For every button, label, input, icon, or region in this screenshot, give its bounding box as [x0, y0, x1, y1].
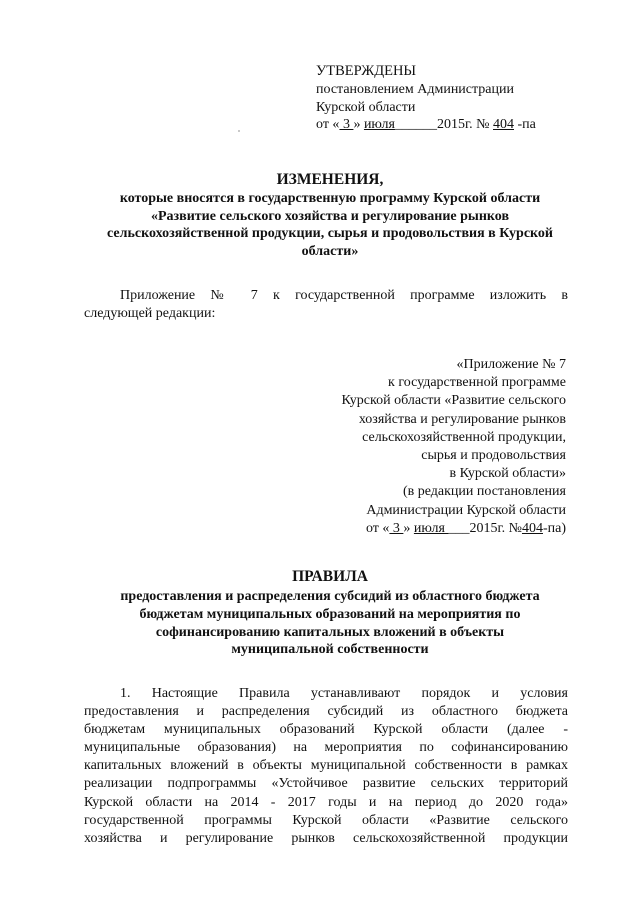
- approval-date-prefix: от «: [316, 117, 340, 133]
- paragraph-row: капитальных вложений в объекты муниципальной собственности в рамках: [84, 758, 568, 774]
- paragraph-row: 1. Настоящие Правила устанавливают порядок и условия: [120, 686, 568, 701]
- approval-number-suffix: -па: [514, 117, 536, 133]
- appendix-date-line: [260, 520, 566, 538]
- changes-subtitle: [80, 190, 580, 260]
- rules-paragraph-1: [84, 685, 568, 848]
- appendix-date-suffix: ___2015г. №: [448, 520, 522, 536]
- approval-day: 3: [339, 117, 354, 133]
- appendix-line: в Курской области»: [449, 466, 566, 482]
- appendix-line: сырья и продовольствия: [421, 448, 566, 464]
- appendix-line: (в редакции постановления: [402, 484, 566, 500]
- paragraph-row: государственной программы Курской области «Развитие сельского: [84, 812, 568, 828]
- approval-date-line: [316, 116, 616, 134]
- approval-number: 404: [493, 117, 514, 133]
- rules-subtitle-line: предоставления и распределения субсидий из областного бюджета: [120, 589, 540, 604]
- appendix-day: 3: [389, 520, 404, 536]
- appendix-month: июля: [413, 520, 449, 536]
- approval-line-1: постановлением Администрации: [316, 81, 514, 97]
- changes-subtitle-line: которые вносятся в государственную программу Курской области: [119, 191, 541, 206]
- appendix-line: хозяйства и регулирование рынков: [358, 411, 566, 427]
- appendix-date-mid: »: [403, 520, 414, 536]
- approval-date-mid: »: [353, 117, 364, 133]
- appendix-line: «Приложение № 7: [456, 357, 566, 372]
- paragraph-row: бюджетам муниципальных образований Курской области (далее -: [84, 722, 568, 738]
- appendix-line: Курской области «Развитие сельского: [341, 393, 566, 409]
- changes-subtitle-line: «Развитие сельского хозяйства и регулирование рынков: [150, 208, 510, 224]
- approval-heading: УТВЕРЖДЕНЫ: [316, 63, 417, 79]
- rules-subtitle: [80, 588, 580, 659]
- appendix-date-prefix: от «: [365, 520, 390, 536]
- rules-title: ПРАВИЛА: [292, 568, 368, 585]
- rules-subtitle-line: муниципальной собственности: [231, 642, 429, 658]
- appendix-number: 404: [521, 520, 543, 536]
- rules-subtitle-line: бюджетам муниципальных образований на мероприятия по: [139, 606, 521, 622]
- paragraph-row: предоставления и распределения субсидий из областного бюджета: [84, 704, 568, 720]
- appendix-block: [260, 356, 566, 538]
- rules-subtitle-line: софинансированию капитальных вложений в объекты: [155, 624, 505, 640]
- changes-subtitle-line: сельскохозяйственной продукции, сырья и продовольствия в Курской: [107, 226, 553, 242]
- approval-block: [316, 63, 616, 134]
- scan-dot: [238, 130, 240, 132]
- paragraph-row: Курской области на 2014 - 2017 годы и на период до 2020 года»: [84, 794, 568, 810]
- approval-month: июля: [363, 117, 395, 133]
- paragraph-row: хозяйства и регулирование рынков сельскохозяйственной продукции: [84, 830, 568, 846]
- intro-paragraph: [84, 287, 568, 323]
- intro-line-1: Приложение № 7 к государственной программе изложить в: [120, 288, 568, 303]
- appendix-line: Администрации Курской области: [366, 502, 566, 518]
- changes-subtitle-line: области»: [301, 243, 359, 259]
- approval-line-2: Курской области: [316, 99, 416, 115]
- paragraph-row: реализации подпрограммы «Устойчивое развитие сельских территорий: [84, 776, 568, 792]
- intro-line-2: следующей редакции:: [84, 305, 216, 321]
- appendix-line: к государственной программе: [388, 375, 566, 391]
- approval-date-suffix: ______2015г. №: [394, 117, 493, 133]
- appendix-number-suffix: -па): [542, 520, 566, 536]
- changes-title: ИЗМЕНЕНИЯ,: [276, 171, 384, 188]
- appendix-line: сельскохозяйственной продукции,: [362, 429, 566, 445]
- paragraph-row: муниципальные образования) на мероприятия по софинансированию: [84, 740, 568, 756]
